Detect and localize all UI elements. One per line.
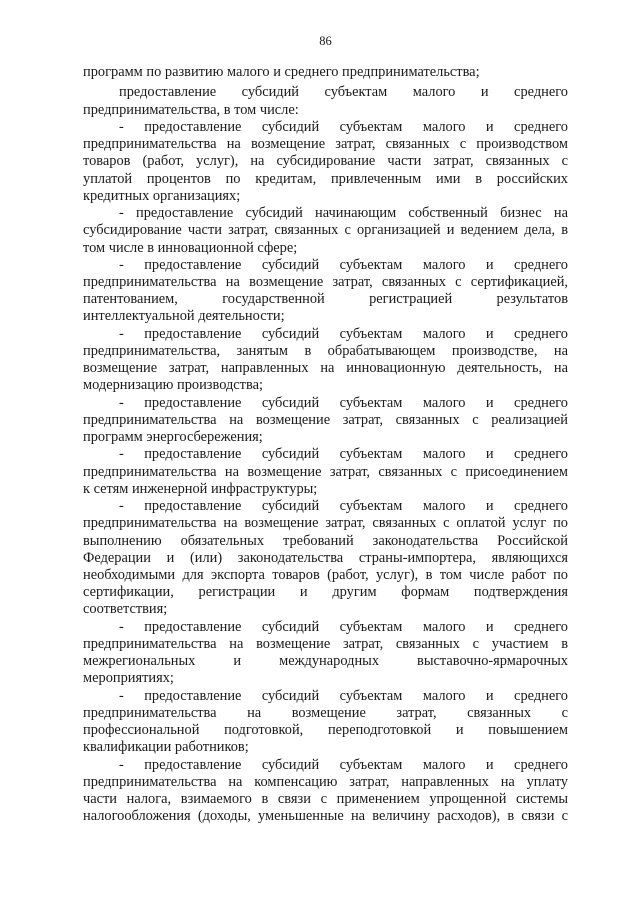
text-line: части налога, взимаемого в связи с применением упрощенной системы bbox=[83, 791, 568, 808]
text-line: предпринимательства на возмещение затрат, связанных с bbox=[83, 704, 568, 721]
text-line: - предоставление субсидий субъектам малого и среднего bbox=[119, 118, 568, 135]
text-line: - предоставление субсидий начинающим собственный бизнес на bbox=[119, 205, 568, 222]
text-line: предпринимательства на возмещение затрат, связанных с оплатой услуг по bbox=[83, 515, 568, 532]
text-line: - предоставление субсидий субъектам малого и среднего bbox=[119, 687, 568, 704]
continued-paragraph bbox=[83, 64, 568, 81]
text-line: возмещение затрат, направленных на инновационную деятельность, на bbox=[83, 360, 568, 377]
text-line: модернизацию производства; bbox=[83, 377, 263, 394]
text-line: налогообложения (доходы, уменьшенные на величину расходов), в связи с bbox=[83, 808, 568, 825]
paragraph bbox=[83, 619, 568, 688]
text-line: товаров (работ, услуг), на субсидирование части затрат, связанных с bbox=[83, 153, 568, 170]
text-line: предпринимательства на компенсацию затрат, направленных на уплату bbox=[83, 773, 568, 790]
text-line: сертификации, регистрации и другим формам подтверждения bbox=[83, 584, 568, 601]
text-line: межрегиональных и международных выставочно-ярмарочных bbox=[83, 653, 568, 670]
text-line: предпринимательства, в том числе: bbox=[83, 101, 299, 118]
text-line: том числе в инновационной сфере; bbox=[83, 239, 298, 256]
paragraph bbox=[83, 84, 568, 118]
text-line: предпринимательства на возмещение затрат, связанных с присоединением bbox=[83, 463, 568, 480]
text-line: - предоставление субсидий субъектам малого и среднего bbox=[119, 446, 568, 463]
text-line: программ по развитию малого и среднего предпринимательства; bbox=[83, 64, 480, 81]
paragraph bbox=[83, 119, 568, 205]
text-line: - предоставление субсидий субъектам малого и среднего bbox=[119, 756, 568, 773]
paragraph bbox=[83, 688, 568, 757]
paragraph bbox=[83, 326, 568, 395]
text-line: выполнению обязательных требований законодательства Российской bbox=[83, 532, 568, 549]
paragraph bbox=[83, 205, 568, 257]
text-line: - предоставление субсидий субъектам малого и среднего bbox=[119, 498, 568, 515]
text-line: кредитных организациях; bbox=[83, 187, 241, 204]
text-line: мероприятиях; bbox=[83, 670, 174, 687]
text-line: - предоставление субсидий субъектам малого и среднего bbox=[119, 394, 568, 411]
text-line: - предоставление субсидий субъектам малого и среднего bbox=[119, 256, 568, 273]
paragraph bbox=[83, 757, 568, 826]
text-line: предпринимательства на возмещение затрат, связанных с производством bbox=[83, 136, 568, 153]
text-line: предоставление субсидий субъектам малого и среднего bbox=[119, 84, 568, 101]
text-line: - предоставление субсидий субъектам малого и среднего bbox=[119, 618, 568, 635]
paragraph bbox=[83, 395, 568, 447]
document-body bbox=[83, 64, 568, 825]
text-line: программ энергосбережения; bbox=[83, 429, 263, 446]
text-line: предпринимательства на возмещение затрат, связанных с сертификацией, bbox=[83, 274, 568, 290]
page-number: 86 bbox=[319, 34, 332, 48]
text-line: квалификации работников; bbox=[83, 739, 249, 756]
text-line: Федерации и (или) законодательства страны-импортера, являющихся bbox=[83, 549, 568, 566]
text-line: интеллектуальной деятельности; bbox=[83, 308, 285, 325]
text-line: необходимыми для экспорта товаров (работ, услуг), в том числе работ по bbox=[83, 566, 568, 583]
paragraph bbox=[83, 446, 568, 498]
paragraph bbox=[83, 257, 568, 326]
text-line: - предоставление субсидий субъектам малого и среднего bbox=[119, 325, 568, 342]
text-line: профессиональной подготовкой, переподготовкой и повышением bbox=[83, 722, 568, 739]
text-line: соответствия; bbox=[83, 601, 168, 618]
text-line: предпринимательства на возмещение затрат, связанных с участием в bbox=[83, 635, 568, 652]
text-line: предпринимательства на возмещение затрат, связанных с реализацией bbox=[83, 411, 568, 428]
text-line: предпринимательства, занятым в обрабатывающем производстве, на bbox=[83, 342, 568, 359]
paragraph bbox=[83, 498, 568, 619]
text-line: субсидирование части затрат, связанных с организацией и ведением дела, в bbox=[83, 222, 568, 239]
text-line: уплатой процентов по кредитам, привлеченным ими в российских bbox=[83, 170, 568, 187]
text-line: патентованием, государственной регистрацией результатов bbox=[83, 291, 568, 308]
text-line: к сетям инженерной инфраструктуры; bbox=[83, 480, 318, 497]
